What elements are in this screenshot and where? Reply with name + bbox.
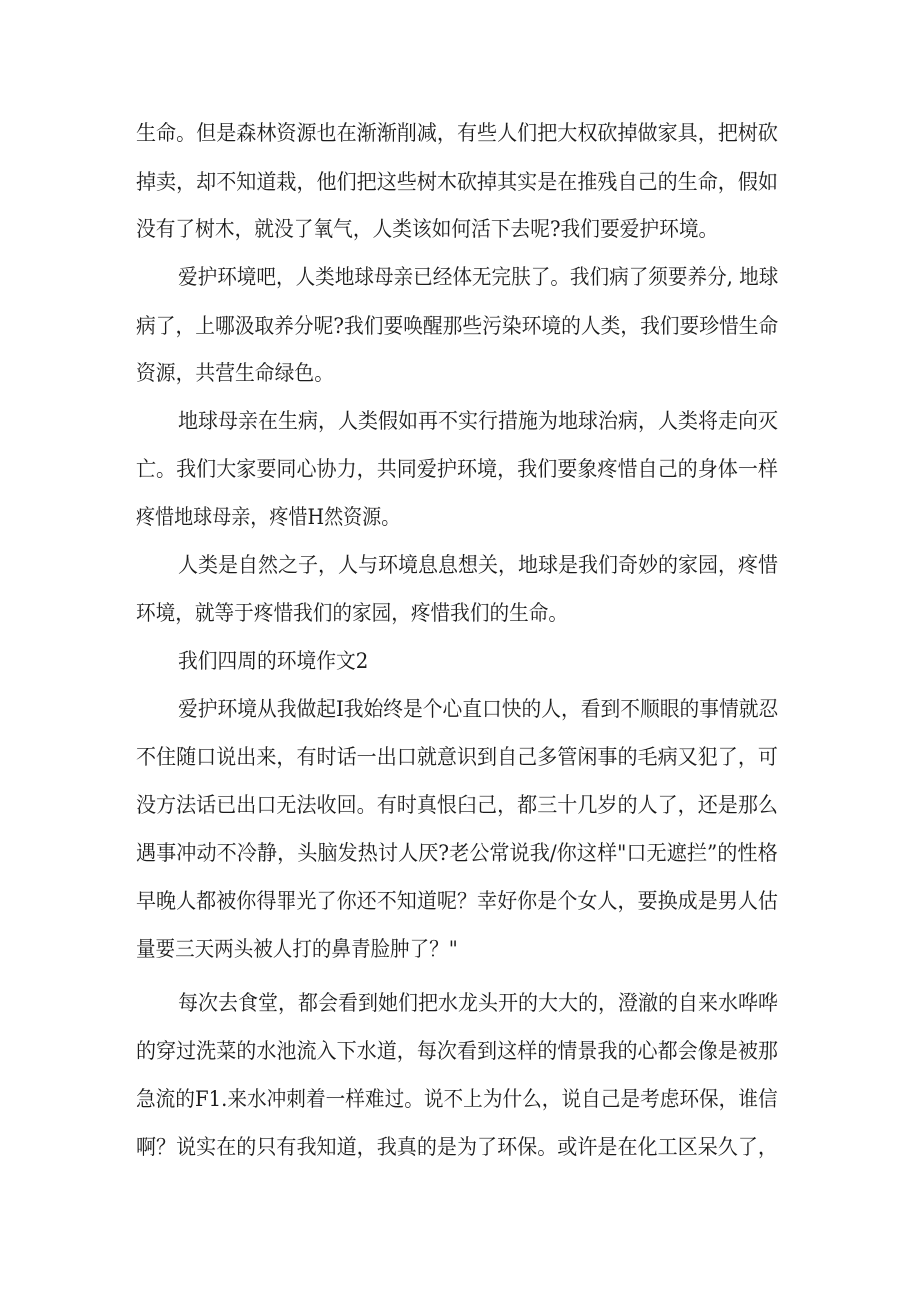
text-line: 爱护环境从我做起I我始终是个心直口快的人，看到不顺眼的事情就忍 xyxy=(178,697,779,721)
text-line: 资源，共营生命绿色。 xyxy=(136,361,334,385)
text-line: 生命。但是森林资源也在渐渐削减，有些人们把大权砍掉做家具，把树砍 xyxy=(136,121,778,145)
text-line: 没有了树木，就没了氧气，人类该如何活下去呢?我们要爱护环境。 xyxy=(136,217,719,241)
text-line: 病了，上哪汲取养分呢?我们要唤醒那些污染环境的人类，我们要珍惜生命 xyxy=(136,314,779,338)
text-line: 人类是自然之子，人与环境息息想关，地球是我们奇妙的家园，疼惜 xyxy=(178,553,778,577)
text-line: 量要三天两头被人打的鼻青脸肿了？" xyxy=(136,937,458,961)
text-line: 没方法话已出口无法收回。有时真恨臼己，都三十几岁的人了，还是那么 xyxy=(136,793,778,817)
text-line: 地球母亲在生病，人类假如再不实行措施为地球治病，人类将走向灭 xyxy=(178,409,778,433)
text-line: 爱护环境吧，人类地球母亲已经体无完肤了。我们病了须要养分, 地球 xyxy=(178,265,779,289)
text-line: 啊？说实在的只有我知道，我真的是为了环保。或许是在化工区呆久了， xyxy=(136,1135,778,1159)
text-line: 的穿过洗菜的水池流入下水道，每次看到这样的情景我的心都会像是被那 xyxy=(136,1039,778,1063)
text-line: 遇事冲动不冷静，头脑发热讨人厌?老公常说我/你这样"口无遮拦”的性格 xyxy=(136,841,778,865)
text-line: 掉卖，却不知道栽，他们把这些树木砍掉其实是在推残自己的生命，假如 xyxy=(136,170,778,194)
text-line: 疼惜地球母亲，疼惜H然资源。 xyxy=(136,505,401,529)
text-line: 急流的F1.来水冲刺着一样难过。说不上为什么，说自己是考虑环保，谁信 xyxy=(136,1087,778,1111)
text-line: 每次去食堂，都会看到她们把水龙头开的大大的，澄澈的自来水哗哗 xyxy=(178,991,778,1015)
text-line: 亡。我们大家要同心协力，共同爱护环境，我们要象疼惜自己的身体一样 xyxy=(136,457,778,481)
section-heading: 我们四周的环境作文2 xyxy=(178,649,369,673)
text-line: 早晚人都被你得罪光了你还不知道呢？幸好你是个女人，要换成是男人估 xyxy=(136,889,778,913)
text-line: 环境，就等于疼惜我们的家园，疼惜我们的生命。 xyxy=(136,601,568,625)
text-line: 不住随口说出来，有时话一出口就意识到自己多管闲事的毛病又犯了，可 xyxy=(136,745,778,769)
